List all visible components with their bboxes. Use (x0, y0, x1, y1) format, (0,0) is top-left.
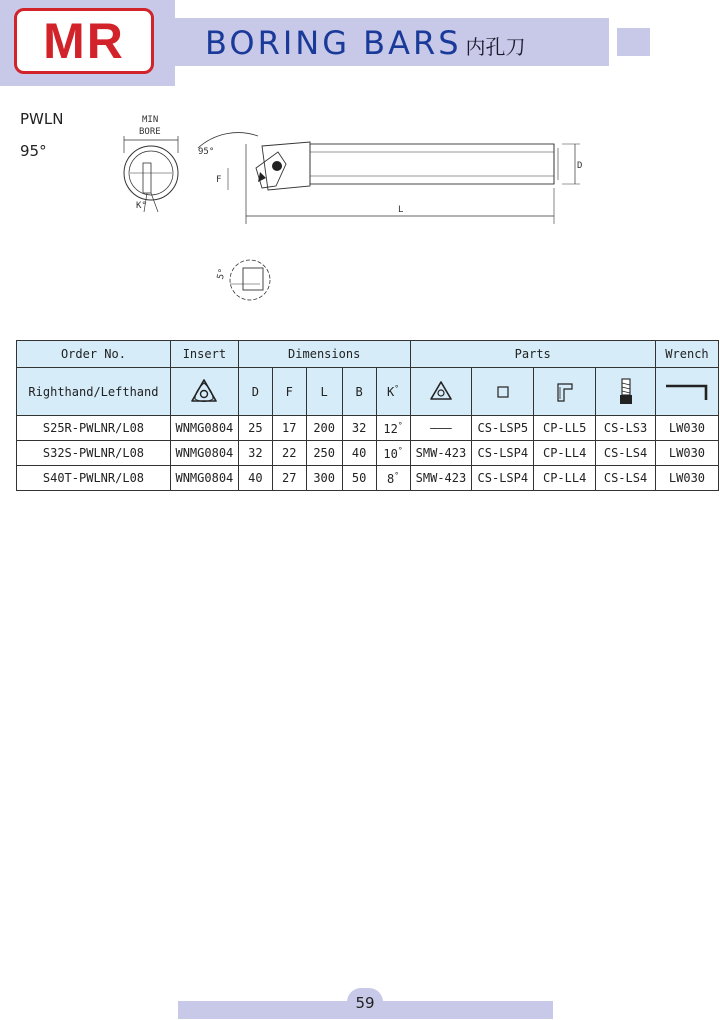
cell-order (17, 466, 171, 491)
table-body (17, 416, 719, 491)
cell-value: 8 (387, 471, 395, 486)
spec-table (16, 340, 719, 491)
cell-value: 200 (313, 421, 336, 435)
cell-order (17, 441, 171, 466)
cell-order (17, 416, 171, 441)
page-title-en: BORING BARS (205, 24, 462, 62)
shim-screw-icon (472, 368, 534, 416)
cell-value: CS-LSP4 (477, 471, 529, 485)
cell-value: 12 (383, 421, 398, 436)
cell-value: 40 (351, 446, 367, 460)
cell-insert (170, 416, 238, 441)
cell-f (272, 441, 306, 466)
min-bore-label-2: BORE (139, 127, 161, 137)
b-header: B (342, 368, 376, 416)
page-title-cn: 内孔刀 (465, 35, 526, 59)
side-view (198, 133, 582, 224)
dimensions-header: Dimensions (238, 341, 410, 368)
cell-value: LW030 (668, 421, 706, 435)
cell-value: 10 (383, 446, 398, 461)
cell-clamp (534, 441, 596, 466)
l-label: L (398, 205, 404, 215)
insert-header: Insert (170, 341, 238, 368)
cell-shim (410, 441, 472, 466)
end-view (124, 115, 178, 212)
cell-screw (596, 416, 656, 441)
cell-d (238, 441, 272, 466)
cell-value: CS-LSP5 (477, 421, 529, 435)
approach-angle-label: 95° (198, 147, 215, 157)
cell-value: CS-LS4 (603, 471, 648, 485)
cell-clamp (534, 466, 596, 491)
cell-value: 27 (282, 471, 297, 485)
cell-l (306, 466, 342, 491)
hand-header: Righthand/Lefthand (17, 368, 171, 416)
cell-wrench (655, 416, 718, 441)
cell-value: LW030 (668, 471, 706, 485)
cell-value: CP-LL4 (542, 446, 587, 460)
cell-value: CS-LSP4 (477, 446, 529, 460)
l-header: L (306, 368, 342, 416)
relief-angle-label: 5° (215, 267, 229, 281)
product-angle: 95° (20, 142, 47, 160)
cell-shim-screw (472, 416, 534, 441)
cell-value: 32 (248, 446, 263, 460)
cell-value: CP-LL4 (542, 471, 587, 485)
cell-wrench (655, 466, 718, 491)
cell-f (272, 466, 306, 491)
wrench-header: Wrench (655, 341, 718, 368)
k-header: K° (376, 368, 410, 416)
cell-value: WNMG0804 (175, 471, 234, 485)
sub-header-row (17, 368, 719, 416)
cell-k: 10° (376, 441, 410, 466)
cell-screw (596, 441, 656, 466)
trigon-insert-icon (170, 368, 238, 416)
cell-value: SMW-423 (415, 446, 467, 460)
cell-value: 250 (313, 446, 336, 460)
k-header-text: K (387, 385, 395, 399)
cell-f (272, 416, 306, 441)
d-label: D (577, 161, 583, 171)
table-row (17, 416, 719, 441)
brand-logo (14, 8, 154, 74)
cell-value: S25R-PWLNR/L08 (42, 421, 145, 435)
cell-value: 22 (282, 446, 297, 460)
table-row (17, 466, 719, 491)
d-header: D (238, 368, 272, 416)
cell-value: CP-LL5 (542, 421, 587, 435)
title-decor-square (617, 28, 650, 56)
cell-value: CS-LS3 (603, 421, 648, 435)
f-header: F (272, 368, 306, 416)
product-code: PWLN (20, 110, 64, 128)
cell-value: 17 (282, 421, 297, 435)
table-row (17, 441, 719, 466)
cell-k: 12° (376, 416, 410, 441)
cell-value: S40T-PWLNR/L08 (42, 471, 145, 485)
parts-header: Parts (410, 341, 655, 368)
cell-value: ——— (430, 421, 452, 435)
cell-l (306, 441, 342, 466)
page-number: 59 (347, 988, 383, 1016)
cell-value: 40 (248, 471, 263, 485)
cell-value: WNMG0804 (175, 446, 234, 460)
cell-value: SMW-423 (415, 471, 467, 485)
cell-value: 25 (248, 421, 263, 435)
group-header-row (17, 341, 719, 368)
cell-value: 32 (351, 421, 367, 435)
cell-value: 50 (351, 471, 367, 485)
order-no-header: Order No. (17, 341, 171, 368)
k-angle-label: K° (136, 201, 147, 211)
clamp-icon (534, 368, 596, 416)
cell-d (238, 466, 272, 491)
hex-key-icon (655, 368, 718, 416)
title-band (175, 18, 609, 66)
cell-shim-screw (472, 441, 534, 466)
cell-k: 8° (376, 466, 410, 491)
relief-detail (216, 260, 270, 300)
screw-icon (596, 368, 656, 416)
cell-b (342, 466, 376, 491)
cell-l (306, 416, 342, 441)
f-label: F (216, 175, 222, 185)
cell-insert (170, 466, 238, 491)
page-title (205, 24, 526, 62)
cell-screw (596, 466, 656, 491)
cell-value: 300 (313, 471, 336, 485)
cell-shim-screw (472, 466, 534, 491)
cell-clamp (534, 416, 596, 441)
min-bore-label-1: MIN (142, 115, 159, 125)
logo-text: MR (43, 13, 125, 69)
cell-value: S32S-PWLNR/L08 (42, 446, 145, 460)
cell-value: LW030 (668, 446, 706, 460)
cell-value: WNMG0804 (175, 421, 234, 435)
cell-d (238, 416, 272, 441)
cell-insert (170, 441, 238, 466)
cell-value: CS-LS4 (603, 446, 648, 460)
cell-b (342, 441, 376, 466)
cell-b (342, 416, 376, 441)
logo-panel (0, 0, 175, 86)
cell-shim (410, 416, 472, 441)
cell-wrench (655, 441, 718, 466)
shim-icon (410, 368, 472, 416)
cell-shim (410, 466, 472, 491)
boring-bar-drawing (110, 108, 610, 308)
